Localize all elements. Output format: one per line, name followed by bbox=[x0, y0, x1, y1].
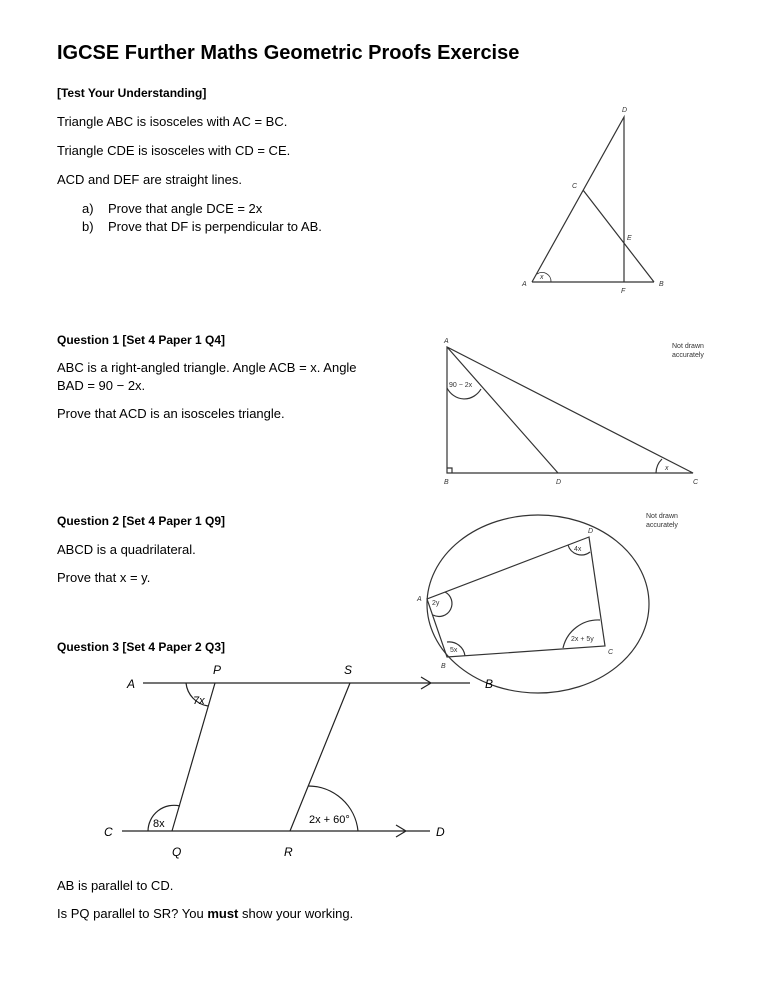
part-text: Prove that angle DCE = 2x bbox=[108, 201, 263, 216]
label-q: Q bbox=[172, 845, 182, 859]
label-b: B bbox=[441, 663, 446, 670]
q1-line: Prove that ACD is an isosceles triangle. bbox=[57, 406, 285, 421]
angle-c: 2x + 5y bbox=[571, 636, 594, 643]
part-label: a) bbox=[82, 201, 94, 216]
label-c: C bbox=[104, 825, 113, 839]
q1-heading: Question 1 [Set 4 Paper 1 Q4] bbox=[57, 333, 226, 347]
part-text: Prove that DF is perpendicular to AB. bbox=[108, 219, 322, 234]
note: accurately bbox=[646, 522, 678, 529]
q2-line: ABCD is a quadrilateral. bbox=[57, 542, 196, 557]
label-d: D bbox=[556, 479, 562, 486]
angle-b: 5x bbox=[450, 647, 458, 654]
label-p: P bbox=[213, 663, 222, 677]
note: accurately bbox=[672, 352, 704, 359]
tyu-line: Triangle ABC is isosceles with AC = BC. bbox=[57, 114, 288, 129]
label-s: S bbox=[344, 663, 353, 677]
angle-d: 4x bbox=[574, 546, 582, 553]
note: Not drawn bbox=[646, 513, 678, 520]
label-b: B bbox=[444, 479, 449, 486]
angle-x: x bbox=[540, 274, 544, 281]
q1-diagram bbox=[443, 338, 704, 486]
tyu-line: Triangle CDE is isosceles with CD = CE. bbox=[57, 143, 291, 158]
q2-diagram bbox=[416, 513, 678, 693]
tyu-diagram bbox=[521, 107, 664, 295]
q2-heading: Question 2 [Set 4 Paper 1 Q9] bbox=[57, 514, 226, 528]
label-r: R bbox=[284, 845, 293, 859]
label-b: B bbox=[659, 281, 664, 288]
q1-line: BAD = 90 − 2x. bbox=[57, 378, 146, 393]
q3-heading: Question 3 [Set 4 Paper 2 Q3] bbox=[57, 640, 226, 654]
label-c: C bbox=[693, 479, 699, 486]
q2-line: Prove that x = y. bbox=[57, 570, 151, 585]
q3-question-pre: Is PQ parallel to SR? You bbox=[57, 906, 208, 921]
label-a: A bbox=[127, 677, 136, 691]
q1-line: ABC is a right-angled triangle. Angle ACB = x. Angle bbox=[57, 360, 357, 375]
label-f: F bbox=[621, 288, 626, 295]
label-b: B bbox=[485, 677, 494, 691]
q3-diagram bbox=[104, 663, 493, 859]
angle-r: 2x + 60° bbox=[309, 814, 350, 826]
label-c: C bbox=[608, 649, 614, 656]
page-title: IGCSE Further Maths Geometric Proofs Exercise bbox=[57, 42, 520, 64]
label-d: D bbox=[622, 107, 628, 114]
q3-question-post: show your working. bbox=[238, 906, 354, 921]
angle-a: 2y bbox=[432, 600, 440, 607]
angle-acb: x bbox=[665, 465, 669, 472]
label-e: E bbox=[627, 235, 632, 242]
label-d: D bbox=[436, 825, 445, 839]
label-c: C bbox=[572, 183, 578, 190]
label-a: A bbox=[417, 596, 422, 603]
tyu-line: ACD and DEF are straight lines. bbox=[57, 172, 242, 187]
angle-p: 7x bbox=[193, 695, 205, 707]
label-a: A bbox=[444, 338, 449, 345]
label-d: D bbox=[588, 528, 594, 535]
q3-line: AB is parallel to CD. bbox=[57, 878, 174, 893]
label-a: A bbox=[522, 281, 527, 288]
q3-question-bold: must bbox=[207, 906, 239, 921]
note: Not drawn bbox=[672, 343, 704, 350]
angle-q: 8x bbox=[153, 818, 165, 830]
angle-bad: 90 − 2x bbox=[449, 382, 473, 389]
tyu-heading: [Test Your Understanding] bbox=[57, 86, 207, 100]
part-label: b) bbox=[82, 219, 94, 234]
